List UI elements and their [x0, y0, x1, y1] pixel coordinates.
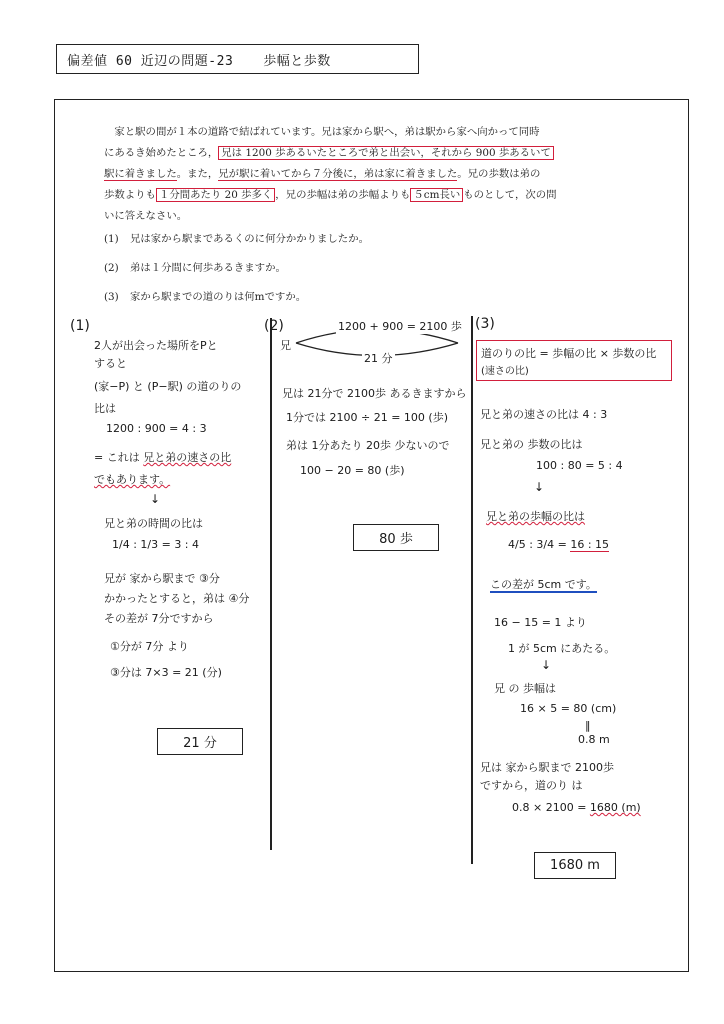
answer1-line: 1/4 : 1/3 = 3 : 4	[112, 538, 200, 551]
answer1-line: (家−P) と (P−駅) の道のりの	[94, 380, 242, 393]
answer3-text: 4/5 : 3/4 =	[508, 538, 571, 551]
problem-line: 歩数よりも	[104, 189, 156, 201]
answer3-line	[508, 538, 609, 551]
question-3	[104, 288, 306, 303]
worksheet-title	[56, 44, 419, 74]
highlight-box: １分間あたり 20 歩多く	[156, 188, 275, 202]
answer3-line: 兄は 家から駅まで 2100歩	[480, 761, 614, 774]
question-text: 兄は家から駅まであるくのに何分かかりましたか。	[130, 233, 369, 245]
problem-line: にあるき始めたところ，	[104, 147, 219, 159]
answer3-line	[512, 801, 641, 814]
answer1-final: 21 分	[183, 736, 217, 751]
answer3-line: 100 : 80 = 5 : 4	[536, 459, 623, 472]
question-number: (3)	[104, 291, 119, 303]
question-text: 家から駅までの道のりは何mですか。	[130, 291, 307, 303]
answer3-line	[490, 576, 597, 592]
title-text: 偏差値 60 近辺の問題-23	[67, 53, 234, 69]
answer2-final: 80 歩	[379, 532, 413, 547]
answer3-final-box	[534, 852, 616, 879]
underlined-text: 駅に着きました	[104, 168, 177, 180]
answer2-final-box	[353, 524, 439, 551]
answer3-line: 0.8 m	[578, 733, 610, 746]
answer3-text: 0.8 × 2100 =	[512, 801, 590, 814]
answer1-line: すると	[94, 357, 127, 370]
answer2-line: 兄は 21分で 2100歩 あるきますから	[282, 387, 467, 400]
equals-mark: ‖	[585, 719, 591, 732]
answer1-label: (1)	[70, 318, 90, 334]
answer1-line: 1200 : 900 = 4 : 3	[106, 422, 207, 435]
diagram-left-label: 兄	[280, 339, 291, 352]
question-number: (1)	[104, 233, 119, 245]
diagram-top-label: 1200 + 900 = 2100 歩	[338, 320, 462, 333]
highlight-box	[218, 146, 554, 160]
answer1-line	[94, 449, 231, 465]
answer1-emphasis: でもあります。	[94, 473, 171, 486]
answer1-line: ①分が 7分 より	[110, 640, 189, 653]
problem-line: ，兄の歩幅は弟の歩幅よりも	[275, 189, 411, 201]
answer3-emphasis: 1680 (m)	[589, 801, 641, 814]
question-number: (2)	[104, 262, 119, 274]
answer3-line: 16 × 5 = 80 (cm)	[520, 702, 617, 715]
answer3-line: ですから，道のり は	[480, 779, 583, 792]
answer1-line: かかったとすると，弟は ④分	[104, 592, 250, 605]
answer3-emphasis-blue: この差が 5cm です。	[490, 578, 597, 591]
answer2-label: (2)	[264, 318, 284, 334]
column-divider	[270, 318, 272, 850]
formula-line: (速さの比)	[481, 366, 529, 377]
problem-line: 。兄の歩数は弟の	[457, 168, 541, 180]
answer3-line	[486, 508, 585, 524]
answer3-emphasis: 兄と弟の歩幅の比は	[486, 510, 585, 523]
problem-line: いに答えなさい。	[104, 210, 188, 222]
diagram-bottom-label: 21 分	[364, 352, 393, 365]
underlined-text: 兄が駅に着いてから７分後に，弟は家に着きました	[218, 168, 458, 180]
answer2-line: 1分では 2100 ÷ 21 = 100 (歩)	[286, 411, 448, 424]
answer3-line: 兄と弟の速さの比は 4 : 3	[480, 408, 608, 421]
down-arrow-icon: ↓	[541, 658, 552, 672]
answer3-label: (3)	[475, 316, 495, 332]
underlined-text: 兄は 1200 歩あるいたところで弟と出会い，それから 900 歩あるいて	[221, 147, 551, 159]
answer1-line: その差が 7分ですから	[104, 612, 214, 625]
answer2-line: 100 − 20 = 80 (歩)	[300, 464, 405, 477]
answer1-line: 比は	[94, 402, 116, 415]
answer3-emphasis: 16 : 15	[570, 538, 610, 551]
formula-line: 道のりの比 = 歩幅の比 × 歩数の比	[481, 347, 657, 360]
answer3-line: 兄と弟の 歩数の比は	[480, 438, 583, 451]
answer1-text: = これは	[94, 451, 140, 464]
down-arrow-icon: ↓	[150, 492, 161, 506]
answer1-line: 2人が出会った場所をPと	[94, 339, 218, 352]
highlight-box: ５cm長い	[410, 188, 463, 202]
column-divider	[471, 316, 473, 864]
answer1-emphasis: 兄と弟の速さの比	[143, 451, 232, 464]
answer3-line: 16 − 15 = 1 より	[494, 616, 587, 629]
answer3-line: 兄 の 歩幅は	[494, 682, 556, 695]
question-text: 弟は１分間に何歩あるきますか。	[130, 262, 286, 274]
down-arrow-icon: ↓	[534, 480, 545, 494]
answer1-final-box	[157, 728, 243, 755]
answer1-line: 兄が 家から駅まで ③分	[104, 572, 220, 585]
problem-statement	[104, 122, 624, 227]
problem-line: ものとして，次の問	[463, 189, 557, 201]
title-subtitle: 歩幅と歩数	[263, 53, 331, 69]
answer3-final: 1680 m	[550, 858, 600, 873]
answer1-line	[94, 471, 170, 487]
answer1-line: ③分は 7×3 = 21 (分)	[110, 666, 222, 679]
question-1	[104, 230, 369, 245]
answer3-line: 1 が 5cm にあたる。	[508, 642, 616, 655]
problem-line: 家と駅の間が１本の道路で結ばれています。兄は家から駅へ，弟は駅から家へ向かって同時	[114, 126, 540, 138]
question-2	[104, 259, 286, 274]
answer1-line: 兄と弟の時間の比は	[104, 517, 203, 530]
answer2-line: 弟は 1分あたり 20歩 少ないので	[286, 439, 450, 452]
problem-line: 。また，	[176, 168, 219, 180]
